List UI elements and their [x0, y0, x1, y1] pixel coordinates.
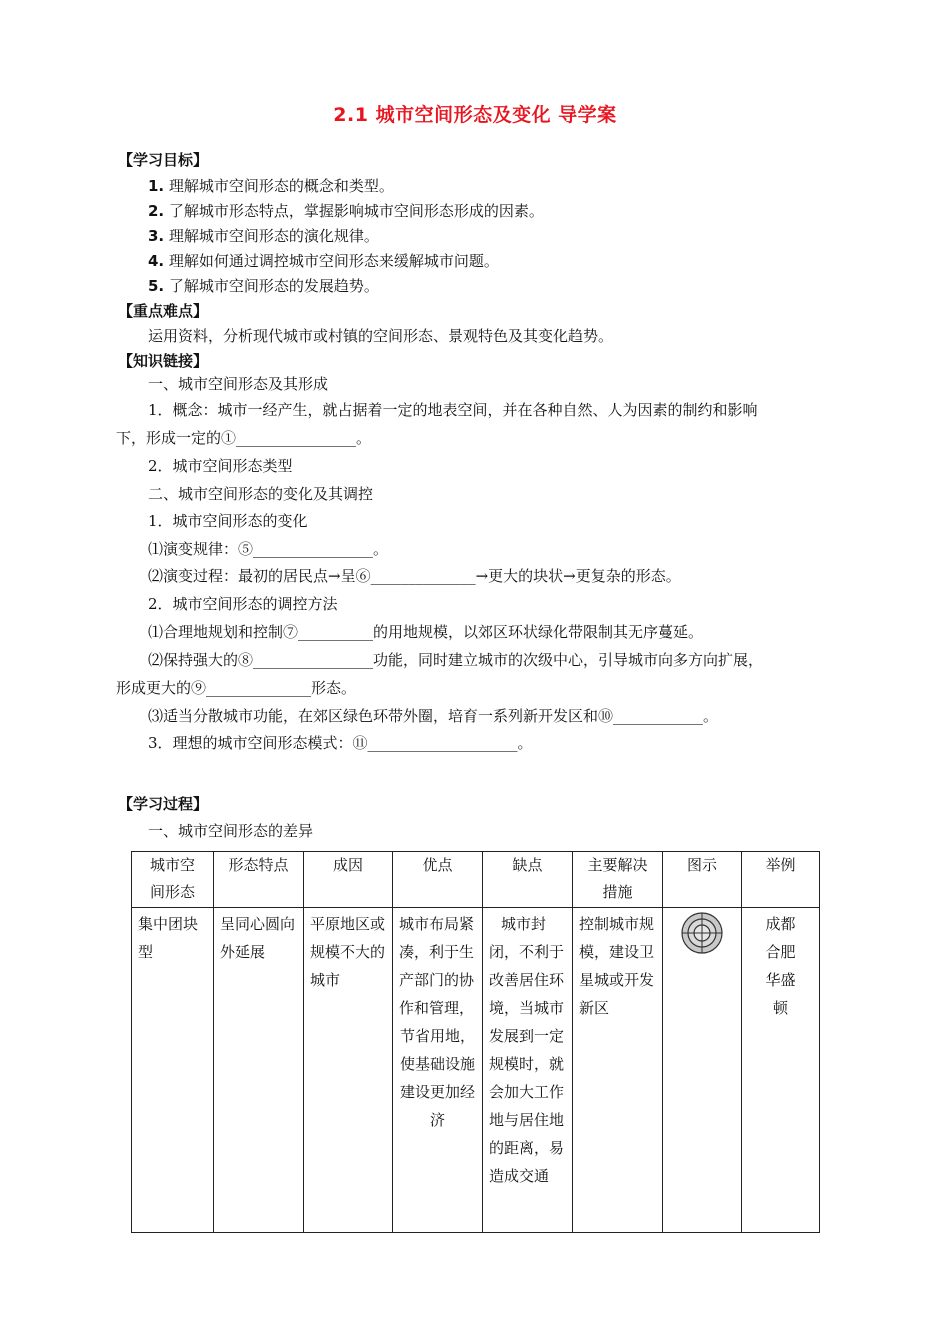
- objective-text: 了解城市空间形态的发展趋势。: [168, 277, 379, 295]
- process-subheading: 一、城市空间形态的差异: [148, 822, 314, 840]
- objective-number: 1.: [148, 177, 165, 195]
- table-header-row: [132, 852, 820, 908]
- table-cell: [663, 908, 742, 1233]
- knowledge-line: ⑵演变过程：最初的居民点→呈⑥______________→更大的块状→更复杂的形态。: [148, 567, 681, 585]
- cell-form: 集中团块型: [138, 915, 199, 961]
- objective-number: 2.: [148, 202, 165, 220]
- header-cell: [483, 852, 573, 908]
- knowledge-line: 2．城市空间形态类型: [148, 457, 293, 475]
- concentric-city-diagram-icon: [680, 911, 724, 955]
- knowledge-line: 二、城市空间形态的变化及其调控: [148, 485, 374, 503]
- header-label: 缺点: [512, 856, 543, 874]
- objective-item: [148, 226, 379, 246]
- cell-feature: 呈同心圆向外延展: [220, 915, 296, 961]
- header-cell: [214, 852, 304, 908]
- objective-number: 4.: [148, 252, 165, 270]
- objective-text: 理解城市空间形态的演化规律。: [168, 227, 379, 245]
- header-cell: [573, 852, 663, 908]
- knowledge-line: ⑵保持强大的⑧________________功能，同时建立城市的次级中心，引导城市向多方向扩展，: [148, 651, 764, 669]
- objective-text: 理解如何通过调控城市空间形态来缓解城市问题。: [168, 252, 499, 270]
- objective-item: [148, 176, 394, 196]
- knowledge-line: ⑴合理地规划和控制⑦__________的用地规模，以郊区环状绿化带限制其无序蔓延。: [148, 623, 704, 641]
- cell-disadvantage: 城市封闭，不利于改善居住环境，当城市发展到一定规模时，就会加大工作地与居住地的距离，易造成交通: [489, 915, 565, 1185]
- table-cell: [132, 908, 214, 1233]
- knowledge-heading: 【知识链接】: [118, 352, 209, 370]
- knowledge-line: ⑴演变规律：⑤________________。: [148, 540, 389, 558]
- header-cell: [393, 852, 483, 908]
- table-cell: [304, 908, 393, 1233]
- city-form-table: [131, 851, 820, 1233]
- table-cell: [742, 908, 820, 1233]
- header-label: 举例: [765, 856, 796, 874]
- header-cell: [663, 852, 742, 908]
- objective-item: [148, 251, 499, 271]
- table-cell: [483, 908, 573, 1233]
- cell-examples: 成都合肥华盛顿: [765, 915, 796, 1017]
- table-cell: [214, 908, 304, 1233]
- header-label: 形态特点: [228, 856, 289, 874]
- objective-text: 理解城市空间形态的概念和类型。: [168, 177, 394, 195]
- key-points-text: 运用资料，分析现代城市或村镇的空间形态、景观特色及其变化趋势。: [148, 327, 614, 345]
- header-cell: [742, 852, 820, 908]
- knowledge-line: ⑶适当分散城市功能，在郊区绿色环带外圈，培育一系列新开发区和⑩____________。: [148, 707, 719, 725]
- key-points-heading: 【重点难点】: [118, 302, 209, 320]
- objective-item: [148, 276, 379, 296]
- cell-advantage-top: 城市布局紧凑，利于生产部门的协作和管理，: [399, 915, 475, 1017]
- knowledge-line: 2．城市空间形态的调控方法: [148, 595, 338, 613]
- header-label: 成因: [332, 856, 363, 874]
- objective-text: 了解城市形态特点，掌握影响城市空间形态形成的因素。: [168, 202, 544, 220]
- objective-number: 5.: [148, 277, 165, 295]
- table-row: [132, 908, 820, 1233]
- objectives-heading: 【学习目标】: [118, 151, 209, 169]
- knowledge-line: 1．城市空间形态的变化: [148, 512, 308, 530]
- knowledge-line: 一、城市空间形态及其形成: [148, 375, 329, 393]
- header-cell: [132, 852, 214, 908]
- table-cell: [393, 908, 483, 1233]
- process-heading: 【学习过程】: [118, 795, 209, 813]
- cell-advantage-bottom: 节省用地，使基础设施建设更加经济: [399, 1027, 475, 1129]
- page-title: 2.1 城市空间形态及变化 导学案: [333, 104, 617, 126]
- knowledge-line: 形成更大的⑨______________形态。: [116, 679, 357, 697]
- knowledge-line: 下，形成一定的①________________。: [116, 429, 372, 447]
- objective-item: [148, 201, 544, 221]
- header-label: 主要解决措施: [587, 856, 648, 901]
- objective-number: 3.: [148, 227, 165, 245]
- header-label: 优点: [422, 856, 453, 874]
- header-cell: [304, 852, 393, 908]
- knowledge-line: 1．概念：城市一经产生，就占据着一定的地表空间，并在各种自然、人为因素的制约和影响: [148, 401, 758, 419]
- knowledge-line: 3．理想的城市空间形态模式：⑪____________________。: [148, 734, 533, 752]
- table-cell: [573, 908, 663, 1233]
- header-label: 图示: [686, 856, 717, 874]
- cell-cause: 平原地区或规模不大的城市: [310, 915, 386, 989]
- cell-diagram: [663, 908, 741, 955]
- header-label: 城市空间形态: [149, 856, 195, 901]
- cell-measure: 控制城市规模，建设卫星城或开发新区: [579, 915, 655, 1017]
